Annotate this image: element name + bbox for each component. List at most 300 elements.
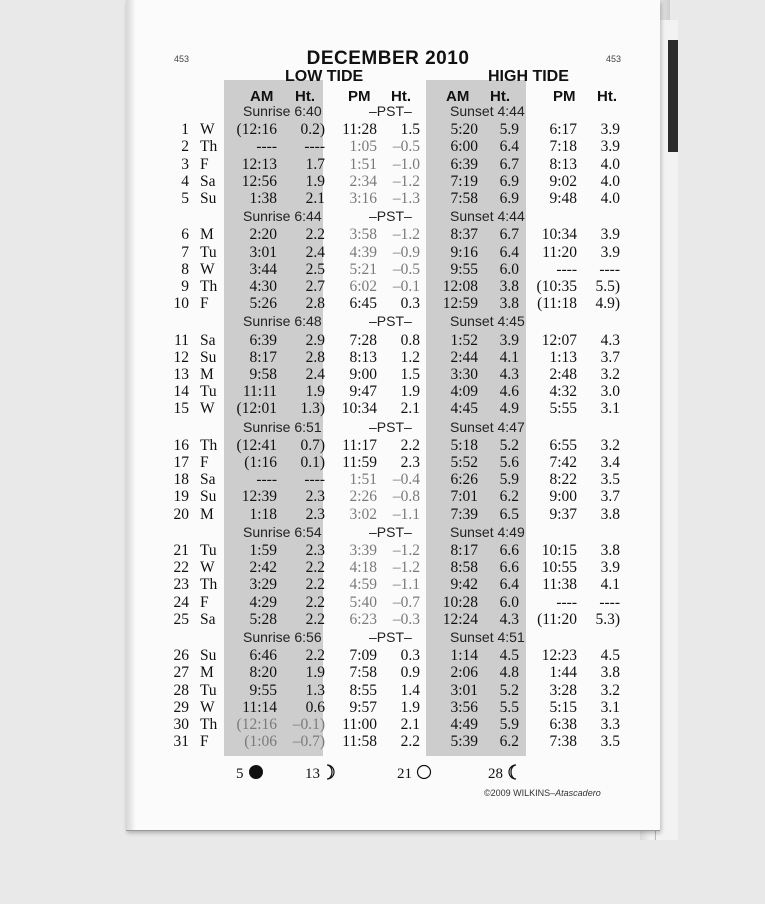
low-pm-height: 0.8 bbox=[400, 331, 420, 349]
day-of-week: Sa bbox=[200, 331, 216, 349]
high-am-height: 5.6 bbox=[499, 454, 519, 471]
high-pm-time: 7:18 bbox=[549, 138, 577, 156]
low-pm-time: 5:40 bbox=[349, 593, 377, 611]
low-pm-height: 1.4 bbox=[400, 681, 420, 699]
pst-label: –PST– bbox=[369, 208, 412, 225]
high-pm-height: 3.7 bbox=[600, 488, 620, 506]
high-pm-height: 3.5 bbox=[600, 471, 620, 489]
high-am-time: 5:52 bbox=[450, 454, 478, 471]
day-of-week: Sa bbox=[200, 471, 216, 489]
high-pm-height: 3.8 bbox=[600, 505, 620, 523]
day-of-week: Su bbox=[200, 647, 217, 665]
low-am-time: 5:28 bbox=[249, 610, 277, 628]
low-am-time: (12:01 bbox=[236, 400, 277, 418]
high-am-height: 6.2 bbox=[499, 488, 519, 506]
day-number: 27 bbox=[173, 664, 189, 682]
high-am-height: 5.2 bbox=[499, 681, 519, 699]
low-am-height: 2.4 bbox=[305, 243, 325, 261]
moon-phase-first-quarter bbox=[305, 764, 336, 783]
low-pm-time: 8:55 bbox=[349, 681, 377, 699]
high-pm-height: 3.9 bbox=[600, 243, 620, 261]
low-pm-time: 7:09 bbox=[349, 647, 377, 665]
sunrise-label: Sunrise 6:44 bbox=[243, 208, 322, 225]
bookmark-ribbon bbox=[668, 40, 678, 152]
low-am-time: (1:16 bbox=[244, 454, 277, 471]
high-pm-height: 3.2 bbox=[600, 681, 620, 699]
low-am-height: 0.1) bbox=[300, 454, 325, 471]
high-am-height: 6.2 bbox=[499, 733, 519, 751]
high-pm-time: 10:15 bbox=[541, 542, 577, 559]
low-pm-height: –0.1 bbox=[392, 278, 420, 295]
high-pm-height: 3.2 bbox=[600, 366, 620, 383]
low-am-height: 1.3 bbox=[305, 681, 325, 699]
high-am-time: 7:01 bbox=[450, 488, 478, 506]
high-pm-height: 4.1 bbox=[600, 576, 620, 594]
high-pm-height: 5.3) bbox=[595, 610, 620, 628]
high-am-time: 5:39 bbox=[450, 733, 478, 751]
high-am-time: 7:39 bbox=[450, 505, 478, 523]
high-pm-height: 4.0 bbox=[600, 155, 620, 173]
low-am-time: 4:29 bbox=[249, 593, 277, 611]
day-of-week: Su bbox=[200, 488, 217, 506]
low-ht-pm-header: Ht. bbox=[391, 88, 411, 105]
high-am-time: 12:24 bbox=[442, 610, 478, 628]
low-pm-height: 1.5 bbox=[400, 366, 420, 383]
low-pm-height: 2.1 bbox=[400, 716, 420, 733]
sunset-label: Sunset 4:45 bbox=[450, 313, 525, 330]
high-pm-time: 9:37 bbox=[549, 505, 577, 523]
low-pm-height: –1.0 bbox=[392, 155, 420, 173]
low-pm-height: –1.1 bbox=[392, 576, 420, 594]
low-am-height: ---- bbox=[304, 471, 325, 489]
day-number: 23 bbox=[173, 576, 189, 594]
day-of-week: Sa bbox=[200, 172, 216, 190]
high-am-height: 6.4 bbox=[499, 576, 519, 594]
low-am-height: 2.5 bbox=[305, 260, 325, 278]
high-pm-height: 5.5) bbox=[595, 278, 620, 295]
high-pm-time: 6:17 bbox=[549, 121, 577, 139]
day-number: 2 bbox=[181, 138, 189, 156]
low-pm-header: PM bbox=[348, 88, 371, 105]
low-pm-height: 1.2 bbox=[400, 348, 420, 366]
low-am-height: 2.3 bbox=[305, 505, 325, 523]
high-am-time: 4:49 bbox=[450, 716, 478, 733]
low-am-time: 9:58 bbox=[249, 366, 277, 383]
low-am-height: 1.9 bbox=[305, 172, 325, 190]
high-pm-time: 1:44 bbox=[549, 664, 577, 682]
low-am-height: 2.2 bbox=[305, 610, 325, 628]
moon-phase-last-quarter bbox=[488, 764, 519, 783]
low-am-time: 6:46 bbox=[249, 647, 277, 665]
low-am-height: 2.8 bbox=[305, 295, 325, 313]
low-am-height: 2.3 bbox=[305, 542, 325, 559]
day-of-week: W bbox=[200, 121, 215, 139]
day-of-week: Su bbox=[200, 348, 217, 366]
low-am-height: 2.2 bbox=[305, 559, 325, 577]
high-pm-height: 4.9) bbox=[595, 295, 620, 313]
day-of-week: M bbox=[200, 505, 214, 523]
sunrise-label: Sunrise 6:51 bbox=[243, 418, 322, 435]
low-am-height: 2.1 bbox=[305, 190, 325, 207]
low-pm-height: 0.3 bbox=[400, 647, 420, 665]
low-am-time: 8:20 bbox=[249, 664, 277, 682]
low-am-height: 2.2 bbox=[305, 576, 325, 594]
sunrise-label: Sunrise 6:40 bbox=[243, 103, 322, 119]
sunrise-label: Sunrise 6:48 bbox=[243, 313, 322, 330]
day-number: 26 bbox=[173, 647, 189, 665]
low-pm-height: –0.3 bbox=[392, 610, 420, 628]
high-am-height: 5.9 bbox=[499, 121, 519, 139]
day-number: 4 bbox=[181, 172, 189, 190]
low-pm-time: 11:59 bbox=[342, 454, 377, 471]
day-of-week: Th bbox=[200, 716, 218, 733]
high-am-height: 3.8 bbox=[499, 295, 519, 313]
page-title: DECEMBER 2010 bbox=[306, 48, 470, 69]
day-number: 20 bbox=[173, 505, 189, 523]
day-number: 28 bbox=[173, 681, 189, 699]
day-number: 18 bbox=[173, 471, 189, 489]
high-am-height: 6.9 bbox=[499, 190, 519, 207]
high-pm-height: 3.9 bbox=[600, 121, 620, 139]
day-of-week: Tu bbox=[200, 383, 217, 401]
low-pm-time: 3:39 bbox=[349, 542, 377, 559]
high-am-time: 8:17 bbox=[450, 542, 478, 559]
high-pm-height: 4.5 bbox=[600, 647, 620, 665]
low-pm-height: –0.9 bbox=[392, 243, 420, 261]
low-pm-time: 11:00 bbox=[342, 716, 377, 733]
low-pm-time: 10:34 bbox=[341, 400, 377, 418]
low-pm-time: 8:13 bbox=[349, 348, 377, 366]
first-quarter-moon-icon bbox=[324, 764, 336, 780]
high-am-height: 4.3 bbox=[499, 610, 519, 628]
high-am-height: 3.8 bbox=[499, 278, 519, 295]
low-pm-time: 11:17 bbox=[342, 436, 377, 454]
high-am-height: 6.7 bbox=[499, 155, 519, 173]
low-am-height: 2.8 bbox=[305, 348, 325, 366]
low-am-time: 6:39 bbox=[249, 331, 277, 349]
low-am-height: 0.2) bbox=[300, 121, 325, 139]
high-pm-time: 2:48 bbox=[549, 366, 577, 383]
high-pm-height: ---- bbox=[599, 260, 620, 278]
day-number: 31 bbox=[173, 733, 189, 751]
copyright-place: Atascadero bbox=[555, 788, 601, 798]
low-am-time: 12:13 bbox=[241, 155, 277, 173]
high-pm-time: (11:18 bbox=[537, 295, 577, 313]
pst-label: –PST– bbox=[369, 103, 412, 119]
moon-phase-day: 5 bbox=[236, 766, 244, 782]
high-am-time: 3:56 bbox=[450, 698, 478, 716]
day-number: 11 bbox=[174, 331, 189, 349]
low-pm-height: 1.9 bbox=[400, 383, 420, 401]
high-am-time: 3:30 bbox=[450, 366, 478, 383]
low-am-time: ---- bbox=[256, 471, 277, 489]
high-am-height: 6.6 bbox=[499, 542, 519, 559]
high-pm-height: 3.2 bbox=[600, 436, 620, 454]
day-number: 9 bbox=[181, 278, 189, 295]
day-number: 22 bbox=[173, 559, 189, 577]
low-am-time: (12:16 bbox=[236, 121, 277, 139]
high-pm-time: 6:38 bbox=[549, 716, 577, 733]
high-am-time: 8:37 bbox=[450, 226, 478, 244]
day-of-week: F bbox=[200, 733, 209, 751]
low-pm-time: 6:02 bbox=[349, 278, 377, 295]
day-of-week: M bbox=[200, 366, 214, 383]
day-of-week: F bbox=[200, 593, 209, 611]
high-am-height: 4.8 bbox=[499, 664, 519, 682]
day-number: 21 bbox=[173, 542, 189, 559]
high-pm-time: ---- bbox=[556, 260, 577, 278]
day-number: 7 bbox=[181, 243, 189, 261]
low-am-height: 2.2 bbox=[305, 226, 325, 244]
low-am-time: 4:30 bbox=[249, 278, 277, 295]
high-pm-time: 8:13 bbox=[549, 155, 577, 173]
day-number: 16 bbox=[173, 436, 189, 454]
low-pm-height: –1.2 bbox=[392, 226, 420, 244]
day-number: 14 bbox=[173, 383, 189, 401]
high-am-time: 1:52 bbox=[450, 331, 478, 349]
copyright-text: ©2009 WILKINS– bbox=[484, 788, 556, 798]
low-pm-time: 9:00 bbox=[349, 366, 377, 383]
day-number: 25 bbox=[173, 610, 189, 628]
low-am-height: –0.7) bbox=[292, 733, 325, 751]
high-pm-height: 3.8 bbox=[600, 542, 620, 559]
sunset-label: Sunset 4:51 bbox=[450, 629, 525, 645]
low-am-time: 5:26 bbox=[249, 295, 277, 313]
low-am-height: 2.2 bbox=[305, 593, 325, 611]
moon-phase-full bbox=[397, 764, 432, 783]
low-am-time: 1:38 bbox=[249, 190, 277, 207]
high-pm-height: 4.3 bbox=[600, 331, 620, 349]
low-am-height: 1.9 bbox=[305, 383, 325, 401]
high-am-height: 6.9 bbox=[499, 172, 519, 190]
day-of-week: F bbox=[200, 454, 209, 471]
low-am-height: 2.2 bbox=[305, 647, 325, 665]
low-pm-height: 2.2 bbox=[400, 733, 420, 751]
low-pm-height: –0.5 bbox=[392, 260, 420, 278]
low-pm-time: 1:51 bbox=[349, 471, 377, 489]
high-pm-height: 3.0 bbox=[600, 383, 620, 401]
high-am-time: 5:20 bbox=[450, 121, 478, 139]
high-pm-height: 3.1 bbox=[600, 698, 620, 716]
day-number: 19 bbox=[173, 488, 189, 506]
high-pm-height: 3.9 bbox=[600, 559, 620, 577]
low-am-time: 1:18 bbox=[249, 505, 277, 523]
high-pm-height: 3.4 bbox=[600, 454, 620, 471]
low-tide-heading: LOW TIDE bbox=[285, 68, 364, 85]
high-am-time: 8:58 bbox=[450, 559, 478, 577]
high-pm-time: 10:55 bbox=[541, 559, 577, 577]
high-am-time: 6:39 bbox=[450, 155, 478, 173]
sunset-label: Sunset 4:44 bbox=[450, 208, 525, 225]
low-am-time: 2:42 bbox=[249, 559, 277, 577]
low-pm-height: –0.7 bbox=[392, 593, 420, 611]
low-am-height: 1.7 bbox=[305, 155, 325, 173]
low-pm-time: 11:28 bbox=[342, 121, 377, 139]
high-am-time: 3:01 bbox=[450, 681, 478, 699]
low-pm-height: –1.2 bbox=[392, 542, 420, 559]
low-pm-height: –0.8 bbox=[392, 488, 420, 506]
sunrise-label: Sunrise 6:56 bbox=[243, 629, 322, 645]
day-number: 17 bbox=[173, 454, 189, 471]
low-pm-height: 0.3 bbox=[400, 295, 420, 313]
full-moon-icon bbox=[416, 764, 432, 780]
low-pm-height: 2.3 bbox=[400, 454, 420, 471]
high-am-time: 7:19 bbox=[450, 172, 478, 190]
high-pm-height: 4.0 bbox=[600, 190, 620, 207]
day-of-week: F bbox=[200, 155, 209, 173]
low-pm-height: –0.5 bbox=[392, 138, 420, 156]
low-pm-height: –1.1 bbox=[392, 505, 420, 523]
high-tide-heading: HIGH TIDE bbox=[488, 68, 569, 85]
high-pm-height: 3.9 bbox=[600, 138, 620, 156]
low-pm-height: –1.2 bbox=[392, 172, 420, 190]
high-pm-time: (10:35 bbox=[536, 278, 577, 295]
low-pm-time: 3:16 bbox=[349, 190, 377, 207]
high-am-height: 5.9 bbox=[499, 471, 519, 489]
day-number: 1 bbox=[181, 121, 189, 139]
low-am-time: 11:14 bbox=[242, 698, 277, 716]
low-pm-time: 7:28 bbox=[349, 331, 377, 349]
day-of-week: Sa bbox=[200, 610, 216, 628]
high-am-time: 7:58 bbox=[450, 190, 478, 207]
day-of-week: Tu bbox=[200, 681, 217, 699]
low-pm-height: –0.4 bbox=[392, 471, 420, 489]
high-pm-time: 7:42 bbox=[549, 454, 577, 471]
page-number-right: 453 bbox=[606, 54, 622, 64]
low-pm-time: 1:05 bbox=[349, 138, 377, 156]
day-number: 5 bbox=[181, 190, 189, 207]
high-ht-pm-header: Ht. bbox=[597, 88, 617, 105]
high-pm-time: 1:13 bbox=[549, 348, 577, 366]
new-moon-icon bbox=[248, 764, 264, 780]
high-am-height: 6.0 bbox=[499, 260, 519, 278]
moon-phase-day: 21 bbox=[397, 766, 412, 782]
high-pm-time: 3:28 bbox=[549, 681, 577, 699]
low-pm-time: 2:26 bbox=[349, 488, 377, 506]
low-am-time: (1:06 bbox=[244, 733, 277, 751]
pst-label: –PST– bbox=[369, 523, 412, 540]
high-am-height: 4.3 bbox=[499, 366, 519, 383]
high-am-height: 4.9 bbox=[499, 400, 519, 418]
high-pm-height: ---- bbox=[599, 593, 620, 611]
high-pm-time: 8:22 bbox=[549, 471, 577, 489]
low-pm-height: 1.9 bbox=[400, 698, 420, 716]
high-am-time: 12:08 bbox=[442, 278, 478, 295]
day-of-week: Su bbox=[200, 190, 217, 207]
low-am-height: 1.3) bbox=[300, 400, 325, 418]
low-am-time: ---- bbox=[256, 138, 277, 156]
day-of-week: Th bbox=[200, 138, 218, 156]
sunset-label: Sunset 4:47 bbox=[450, 418, 525, 435]
low-am-time: 12:39 bbox=[241, 488, 277, 506]
low-pm-time: 1:51 bbox=[349, 155, 377, 173]
day-number: 24 bbox=[173, 593, 189, 611]
low-am-time: 3:01 bbox=[249, 243, 277, 261]
day-number: 3 bbox=[181, 155, 189, 173]
high-am-height: 6.4 bbox=[499, 243, 519, 261]
low-am-time: (12:16 bbox=[236, 716, 277, 733]
high-am-height: 4.1 bbox=[499, 348, 519, 366]
low-am-height: 0.7) bbox=[300, 436, 325, 454]
high-am-time: 9:16 bbox=[450, 243, 478, 261]
low-pm-time: 9:47 bbox=[349, 383, 377, 401]
moon-phase-day: 28 bbox=[488, 766, 503, 782]
low-am-time: (12:41 bbox=[236, 436, 277, 454]
low-am-time: 2:20 bbox=[249, 226, 277, 244]
high-pm-height: 3.8 bbox=[600, 664, 620, 682]
low-pm-height: 2.2 bbox=[400, 436, 420, 454]
high-am-time: 1:14 bbox=[450, 647, 478, 665]
high-am-height: 4.6 bbox=[499, 383, 519, 401]
low-pm-time: 6:23 bbox=[349, 610, 377, 628]
low-am-time: 3:29 bbox=[249, 576, 277, 594]
high-am-height: 6.5 bbox=[499, 505, 519, 523]
pst-label: –PST– bbox=[369, 313, 412, 330]
high-pm-time: 9:02 bbox=[549, 172, 577, 190]
low-am-height: –0.1) bbox=[292, 716, 325, 733]
pst-label: –PST– bbox=[369, 418, 412, 435]
high-am-height: 5.9 bbox=[499, 716, 519, 733]
high-pm-time: 12:23 bbox=[541, 647, 577, 665]
page-spine-shadow bbox=[126, 0, 136, 830]
high-am-time: 9:55 bbox=[450, 260, 478, 278]
day-number: 10 bbox=[173, 295, 189, 313]
copyright-notice bbox=[484, 788, 601, 798]
day-number: 12 bbox=[173, 348, 189, 366]
low-am-height: 2.4 bbox=[305, 366, 325, 383]
low-am-height: 2.7 bbox=[305, 278, 325, 295]
day-of-week: Th bbox=[200, 278, 218, 295]
low-am-header: AM bbox=[250, 88, 274, 105]
low-am-time: 3:44 bbox=[249, 260, 277, 278]
low-pm-height: –1.3 bbox=[392, 190, 420, 207]
sunset-label: Sunset 4:44 bbox=[450, 103, 525, 119]
high-pm-time: 12:07 bbox=[541, 331, 577, 349]
low-am-time: 12:56 bbox=[241, 172, 277, 190]
sunrise-label: Sunrise 6:54 bbox=[243, 523, 322, 540]
low-pm-time: 4:39 bbox=[349, 243, 377, 261]
low-pm-height: 0.9 bbox=[400, 664, 420, 682]
low-am-height: 0.6 bbox=[305, 698, 325, 716]
low-pm-time: 3:58 bbox=[349, 226, 377, 244]
day-of-week: F bbox=[200, 295, 209, 313]
high-pm-time: (11:20 bbox=[537, 610, 577, 628]
low-am-time: 11:11 bbox=[242, 383, 277, 401]
day-of-week: M bbox=[200, 664, 214, 682]
low-pm-time: 6:45 bbox=[349, 295, 377, 313]
day-of-week: M bbox=[200, 226, 214, 244]
pst-label: –PST– bbox=[369, 629, 412, 645]
day-number: 30 bbox=[173, 716, 189, 733]
high-am-time: 6:26 bbox=[450, 471, 478, 489]
low-pm-time: 11:58 bbox=[342, 733, 377, 751]
high-pm-time: 7:38 bbox=[549, 733, 577, 751]
day-number: 8 bbox=[181, 260, 189, 278]
page-number-left: 453 bbox=[174, 54, 190, 64]
last-quarter-moon-icon bbox=[507, 764, 519, 780]
day-of-week: Tu bbox=[200, 243, 217, 261]
low-pm-time: 9:57 bbox=[349, 698, 377, 716]
day-number: 29 bbox=[173, 698, 189, 716]
day-of-week: Tu bbox=[200, 542, 217, 559]
high-am-time: 2:06 bbox=[450, 664, 478, 682]
high-pm-height: 3.1 bbox=[600, 400, 620, 418]
low-am-time: 1:59 bbox=[249, 542, 277, 559]
low-pm-height: 1.5 bbox=[400, 121, 420, 139]
high-am-height: 6.7 bbox=[499, 226, 519, 244]
day-of-week: W bbox=[200, 260, 215, 278]
high-am-height: 6.6 bbox=[499, 559, 519, 577]
